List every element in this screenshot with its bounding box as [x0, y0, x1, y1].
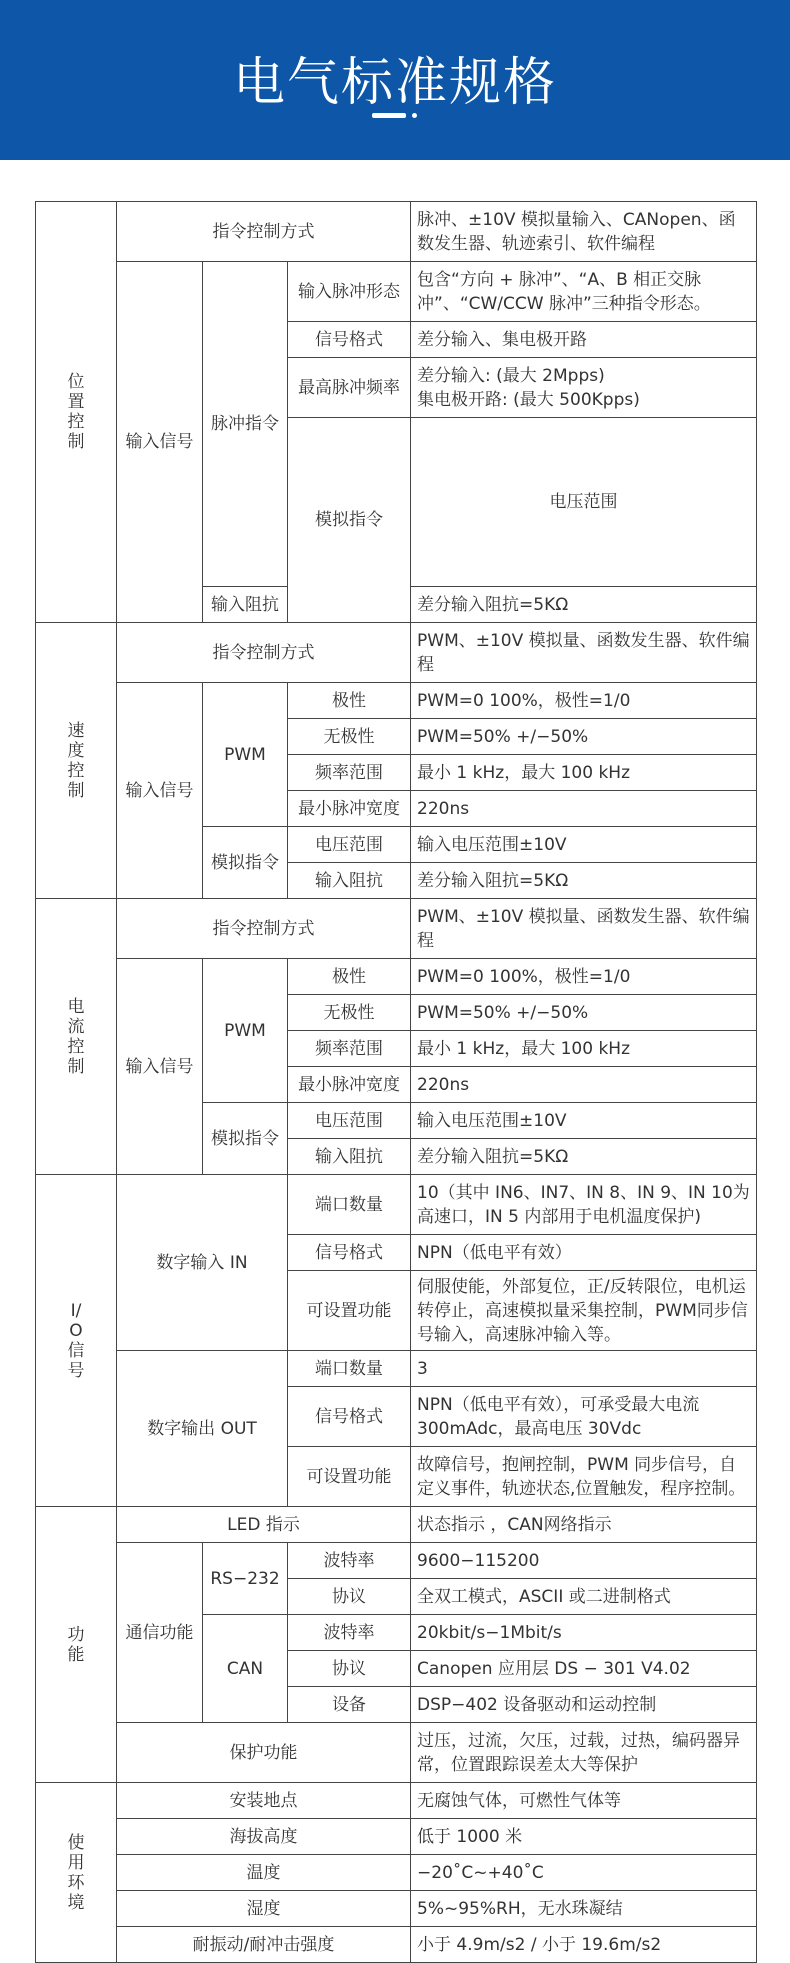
- row-value: 220ns: [411, 791, 757, 827]
- row-value: 全双工模式，ASCII 或二进制格式: [411, 1579, 757, 1615]
- subgroup-label: 数字输入 IN: [117, 1175, 288, 1351]
- row-label: 最小脉冲宽度: [288, 1067, 411, 1103]
- row-value: 10（其中 IN6、IN7、IN 8、IN 9、IN 10为高速口，IN 5 内部用于电机温度保护): [411, 1175, 757, 1235]
- row-value: 无腐蚀气体，可燃性气体等: [411, 1783, 757, 1819]
- row-value: PWM、±10V 模拟量、函数发生器、软件编程: [411, 623, 757, 683]
- row-value: 小于 4.9m/s2 / 小于 19.6m/s2: [411, 1927, 757, 1963]
- row-value: 包含“方向 + 脉冲”、“A、B 相正交脉冲”、“CW/CCW 脉冲”三种指令形态。: [411, 262, 757, 322]
- table-row: [36, 1783, 757, 1819]
- row-label: 频率范围: [288, 1031, 411, 1067]
- table-row: [36, 623, 757, 683]
- row-value: NPN（低电平有效），可承受最大电流300mAdc，最高电压 30Vdc: [411, 1387, 757, 1447]
- row-label: 波特率: [288, 1615, 411, 1651]
- row-label: 指令控制方式: [117, 899, 411, 959]
- row-value: 差分输入阻抗=5KΩ: [411, 587, 757, 623]
- category-position: 位置控制: [36, 202, 117, 623]
- row-value: 过压，过流，欠压，过载，过热，编码器异常，位置跟踪误差太大等保护: [411, 1723, 757, 1783]
- subgroup-label: 脉冲指令: [203, 262, 288, 587]
- table-row: [36, 1819, 757, 1855]
- row-label: 输入阻抗: [203, 587, 288, 623]
- row-value: PWM=50% +/−50%: [411, 719, 757, 755]
- table-row: [36, 262, 757, 322]
- value-line: 集电极开路: (最大 500Kpps): [417, 389, 640, 410]
- row-value: 输入电压范围±10V: [411, 1103, 757, 1139]
- row-label: 指令控制方式: [117, 623, 411, 683]
- subgroup-label: 输入信号: [117, 959, 203, 1175]
- row-value: 状态指示 ，CAN网络指示: [411, 1507, 757, 1543]
- row-value: 差分输入阻抗=5KΩ: [411, 863, 757, 899]
- subgroup-label: CAN: [203, 1615, 288, 1723]
- category-io: I/O信号: [36, 1175, 117, 1507]
- subgroup-label: 输入信号: [117, 262, 203, 623]
- subgroup-label: PWM: [203, 683, 288, 827]
- row-value: PWM、±10V 模拟量、函数发生器、软件编程: [411, 899, 757, 959]
- row-label: 安装地点: [117, 1783, 411, 1819]
- category-environment: 使用环境: [36, 1783, 117, 1963]
- row-value: 3: [411, 1351, 757, 1387]
- row-value: 低于 1000 米: [411, 1819, 757, 1855]
- row-value: 故障信号，抱闸控制，PWM 同步信号，自定义事件，轨迹状态,位置触发，程序控制。: [411, 1447, 757, 1507]
- row-value: 最小 1 kHz，最大 100 kHz: [411, 755, 757, 791]
- row-value: PWM=0 100%，极性=1/0: [411, 683, 757, 719]
- row-label: 电压范围: [411, 418, 757, 587]
- row-label: 指令控制方式: [117, 202, 411, 262]
- row-label: 端口数量: [288, 1351, 411, 1387]
- row-value: 伺服使能，外部复位，正/反转限位，电机运转停止，高速模拟量采集控制，PWM同步信号输入，高速脉冲输入等。: [411, 1271, 757, 1351]
- row-label: 输入阻抗: [288, 863, 411, 899]
- category-current: 电流控制: [36, 899, 117, 1175]
- table-row: [36, 1891, 757, 1927]
- row-value: 220ns: [411, 1067, 757, 1103]
- row-label: 信号格式: [288, 1235, 411, 1271]
- table-row: [36, 1855, 757, 1891]
- row-label: 电压范围: [288, 1103, 411, 1139]
- subgroup-label: 模拟指令: [203, 827, 288, 899]
- row-label: 湿度: [117, 1891, 411, 1927]
- subgroup-label: RS−232: [203, 1543, 288, 1615]
- row-label: 设备: [288, 1687, 411, 1723]
- row-label: 协议: [288, 1651, 411, 1687]
- subgroup-label: 模拟指令: [288, 418, 411, 623]
- row-label: 电压范围: [288, 827, 411, 863]
- row-label: 温度: [117, 1855, 411, 1891]
- row-value: NPN（低电平有效）: [411, 1235, 757, 1271]
- row-label: 输入脉冲形态: [288, 262, 411, 322]
- row-value: 9600−115200: [411, 1543, 757, 1579]
- row-label: 可设置功能: [288, 1447, 411, 1507]
- row-value: 输入电压范围±10V: [411, 827, 757, 863]
- table-row: [36, 1543, 757, 1579]
- row-label: 信号格式: [288, 1387, 411, 1447]
- table-row: [36, 1175, 757, 1235]
- row-value: [411, 358, 757, 418]
- row-label: 可设置功能: [288, 1271, 411, 1351]
- subgroup-label: 数字输出 OUT: [117, 1351, 288, 1507]
- row-label: 保护功能: [117, 1723, 411, 1783]
- spec-table: [35, 201, 757, 1963]
- table-row: [36, 1927, 757, 1963]
- row-value: 最小 1 kHz，最大 100 kHz: [411, 1031, 757, 1067]
- table-row: [36, 683, 757, 719]
- table-row: [36, 202, 757, 262]
- row-label: 极性: [288, 683, 411, 719]
- row-label: 输入阻抗: [288, 1139, 411, 1175]
- table-row: [36, 1351, 757, 1387]
- subgroup-label: 通信功能: [117, 1543, 203, 1723]
- row-label: LED 指示: [117, 1507, 411, 1543]
- category-speed: 速度控制: [36, 623, 117, 899]
- page-title: 电气标准规格: [232, 53, 557, 113]
- table-row: [36, 899, 757, 959]
- row-value: 差分输入、集电极开路: [411, 322, 757, 358]
- row-label: 无极性: [288, 995, 411, 1031]
- table-row: [36, 1507, 757, 1543]
- subgroup-label: 模拟指令: [203, 1103, 288, 1175]
- row-value: −20˚C~+40˚C: [411, 1855, 757, 1891]
- row-label: 信号格式: [288, 322, 411, 358]
- row-label: 无极性: [288, 719, 411, 755]
- row-label: 极性: [288, 959, 411, 995]
- subgroup-label: 输入信号: [117, 683, 203, 899]
- row-label: 最小脉冲宽度: [288, 791, 411, 827]
- row-value: 5%~95%RH，无水珠凝结: [411, 1891, 757, 1927]
- row-label: 协议: [288, 1579, 411, 1615]
- title-underline-dot: [412, 113, 417, 118]
- row-value: Canopen 应用层 DS − 301 V4.02: [411, 1651, 757, 1687]
- row-value: PWM=50% +/−50%: [411, 995, 757, 1031]
- row-label: 端口数量: [288, 1175, 411, 1235]
- table-row: [36, 1723, 757, 1783]
- row-value: 20kbit/s−1Mbit/s: [411, 1615, 757, 1651]
- value-line: 差分输入: (最大 2Mpps): [417, 365, 605, 386]
- category-function: 功能: [36, 1507, 117, 1783]
- row-label: 最高脉冲频率: [288, 358, 411, 418]
- row-value: 脉冲、±10V 模拟量输入、CANopen、函数发生器、轨迹索引、软件编程: [411, 202, 757, 262]
- row-label: 频率范围: [288, 755, 411, 791]
- row-label: 耐振动/耐冲击强度: [117, 1927, 411, 1963]
- header-banner: [0, 0, 790, 160]
- row-value: DSP−402 设备驱动和运动控制: [411, 1687, 757, 1723]
- row-value: PWM=0 100%，极性=1/0: [411, 959, 757, 995]
- row-value: 差分输入阻抗=5KΩ: [411, 1139, 757, 1175]
- row-label: 波特率: [288, 1543, 411, 1579]
- title-underline: [372, 113, 406, 118]
- table-row: [36, 959, 757, 995]
- subgroup-label: PWM: [203, 959, 288, 1103]
- row-label: 海拔高度: [117, 1819, 411, 1855]
